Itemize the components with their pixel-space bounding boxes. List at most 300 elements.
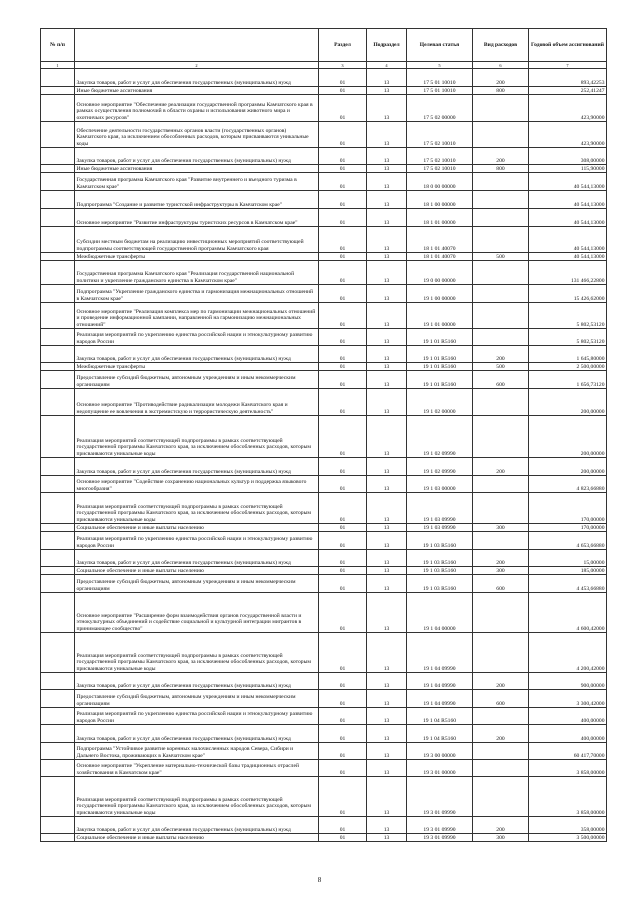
row-expense-kind: 600	[473, 575, 529, 593]
header-name	[75, 29, 319, 62]
row-target-article: 18 1 00 00000	[407, 191, 473, 209]
row-name: Реализация мероприятий соответствующей подпрограммы в рамках соответствующей государственной программы Камчатского края, за исключением обособленных расходов, которым присваиваются уникальные коды	[75, 633, 319, 673]
row-subsection: 13	[367, 690, 407, 708]
header-expense-kind: Вид расходов	[473, 29, 529, 62]
budget-sheet	[40, 28, 606, 842]
row-section: 01	[319, 550, 367, 567]
row-section: 01	[319, 476, 367, 493]
row-name: Основное мероприятие "Развитие инфраструктуры туристских ресурсов в Камчатском крае"	[75, 209, 319, 227]
row-target-article: 19 1 03 09990	[407, 524, 473, 532]
row-subsection: 13	[367, 550, 407, 567]
row-amount: 893,42253	[529, 69, 607, 87]
row-index	[41, 148, 75, 165]
row-section: 01	[319, 148, 367, 165]
row-target-article: 17 5 01 10010	[407, 69, 473, 87]
row-target-article: 19 1 01 R5160	[407, 363, 473, 371]
row-index	[41, 122, 75, 148]
row-amount: 40 544,13000	[529, 253, 607, 261]
table-row	[41, 261, 607, 285]
row-expense-kind	[473, 493, 529, 524]
row-amount: 400,00000	[529, 725, 607, 743]
row-amount: 2 500,00000	[529, 363, 607, 371]
row-amount: 4 600,42000	[529, 593, 607, 633]
row-index	[41, 532, 75, 550]
table-row	[41, 87, 607, 95]
row-index	[41, 165, 75, 173]
table-row	[41, 191, 607, 209]
budget-table	[40, 28, 607, 842]
column-number: 2	[75, 62, 319, 69]
row-expense-kind	[473, 261, 529, 285]
row-index	[41, 690, 75, 708]
row-index	[41, 493, 75, 524]
row-section: 01	[319, 191, 367, 209]
row-subsection: 13	[367, 593, 407, 633]
row-target-article: 18 1 01 40070	[407, 253, 473, 261]
row-target-article: 19 1 02 09990	[407, 458, 473, 476]
row-name: Подпрограмма "Укрепление гражданского единства и гармонизация межнациональных отношений в Камчатском крае"	[75, 285, 319, 303]
row-subsection: 13	[367, 834, 407, 842]
row-amount: 115,90000	[529, 165, 607, 173]
table-row	[41, 777, 607, 817]
table-row	[41, 303, 607, 329]
row-expense-kind: 600	[473, 690, 529, 708]
row-subsection: 13	[367, 191, 407, 209]
row-expense-kind: 300	[473, 524, 529, 532]
row-name: Реализация мероприятий по укреплению единства российской нации и этнокультурному развитию народов России	[75, 532, 319, 550]
row-name: Основное мероприятие "Реализация комплекса мер по гармонизации межнациональных отношений и проведение информационной кампании, направленной на гармонизацию межнациональных отношений"	[75, 303, 319, 329]
row-subsection: 13	[367, 458, 407, 476]
row-subsection: 13	[367, 777, 407, 817]
row-target-article: 19 1 03 R5160	[407, 532, 473, 550]
row-name: Предоставление субсидий бюджетным, автономным учреждениям и иным некоммерческим организациям	[75, 371, 319, 389]
row-name: Закупка товаров, работ и услуг для обеспечения государственных (муниципальных) нужд	[75, 725, 319, 743]
row-subsection: 13	[367, 363, 407, 371]
row-name: Реализация мероприятий по укреплению единства российской нации и этнокультурному развитию народов России	[75, 708, 319, 725]
row-expense-kind	[473, 593, 529, 633]
row-expense-kind	[473, 777, 529, 817]
row-index	[41, 303, 75, 329]
row-amount: 308,00000	[529, 148, 607, 165]
row-section: 01	[319, 209, 367, 227]
row-amount: 40 544,13000	[529, 191, 607, 209]
row-target-article: 19 1 04 R5160	[407, 725, 473, 743]
row-subsection: 13	[367, 532, 407, 550]
row-expense-kind: 200	[473, 69, 529, 87]
row-expense-kind	[473, 95, 529, 122]
table-row	[41, 227, 607, 253]
row-expense-kind	[473, 122, 529, 148]
table-row	[41, 253, 607, 261]
row-section: 01	[319, 760, 367, 777]
row-section: 01	[319, 817, 367, 834]
row-subsection: 13	[367, 743, 407, 760]
header-subsection: Подраздел	[367, 29, 407, 62]
row-target-article: 19 3 01 09990	[407, 777, 473, 817]
row-expense-kind	[473, 633, 529, 673]
row-expense-kind: 200	[473, 550, 529, 567]
row-index	[41, 95, 75, 122]
row-target-article: 19 0 00 00000	[407, 261, 473, 285]
row-index	[41, 760, 75, 777]
row-index	[41, 725, 75, 743]
row-expense-kind	[473, 416, 529, 458]
row-amount: 3 300,42000	[529, 690, 607, 708]
row-expense-kind: 300	[473, 834, 529, 842]
table-row	[41, 567, 607, 575]
row-target-article: 18 1 01 40070	[407, 227, 473, 253]
row-expense-kind	[473, 743, 529, 760]
row-expense-kind	[473, 285, 529, 303]
row-target-article: 19 1 03 R5160	[407, 550, 473, 567]
table-row	[41, 743, 607, 760]
row-section: 01	[319, 173, 367, 191]
header-number: № п/п	[41, 29, 75, 62]
row-expense-kind: 200	[473, 673, 529, 690]
row-name: Закупка товаров, работ и услуг для обеспечения государственных (муниципальных) нужд	[75, 673, 319, 690]
row-section: 01	[319, 87, 367, 95]
header-section: Раздел	[319, 29, 367, 62]
row-section: 01	[319, 575, 367, 593]
row-target-article: 18 0 00 00000	[407, 173, 473, 191]
row-name: Закупка товаров, работ и услуг для обеспечения государственных (муниципальных) нужд	[75, 148, 319, 165]
table-row	[41, 285, 607, 303]
row-subsection: 13	[367, 760, 407, 777]
row-target-article: 19 1 03 00000	[407, 476, 473, 493]
row-section: 01	[319, 524, 367, 532]
table-header-row	[41, 29, 607, 62]
row-subsection: 13	[367, 476, 407, 493]
row-expense-kind	[473, 329, 529, 346]
row-index	[41, 191, 75, 209]
table-row	[41, 329, 607, 346]
row-amount: 60 417,70000	[529, 743, 607, 760]
table-row	[41, 708, 607, 725]
row-index	[41, 593, 75, 633]
row-name: Подпрограмма "Устойчивое развитие коренных малочисленных народов Севера, Сибири и Дальнего Востока, проживающих в Камчатском крае"	[75, 743, 319, 760]
row-section: 01	[319, 303, 367, 329]
row-target-article: 17 5 02 00000	[407, 95, 473, 122]
row-amount: 423,90000	[529, 95, 607, 122]
row-index	[41, 777, 75, 817]
table-row	[41, 725, 607, 743]
table-row	[41, 817, 607, 834]
row-name: Реализация мероприятий соответствующей подпрограммы в рамках соответствующей государственной программы Камчатского края, за исключением обособленных расходов, которым присваиваются уникальные коды	[75, 416, 319, 458]
row-section: 01	[319, 227, 367, 253]
row-index	[41, 363, 75, 371]
table-row	[41, 173, 607, 191]
row-name: Предоставление субсидий бюджетным, автономным учреждениям и иным некоммерческим организациям	[75, 575, 319, 593]
row-section: 01	[319, 363, 367, 371]
row-index	[41, 708, 75, 725]
row-index	[41, 524, 75, 532]
row-index	[41, 416, 75, 458]
row-amount: 4 823,66880	[529, 476, 607, 493]
row-target-article: 19 1 01 R5160	[407, 329, 473, 346]
row-subsection: 13	[367, 416, 407, 458]
table-row	[41, 593, 607, 633]
row-name: Социальное обеспечение и иные выплаты населению	[75, 567, 319, 575]
table-row	[41, 690, 607, 708]
page-number: 8	[317, 876, 322, 884]
table-row	[41, 209, 607, 227]
column-number: 7	[529, 62, 607, 69]
row-amount: 40 544,13000	[529, 209, 607, 227]
row-name: Основное мероприятие "Противодействие радикализации молодежи Камчатского края и недопущение ее вовлечения в экстремистскую и террористическую деятельность"	[75, 389, 319, 416]
row-expense-kind: 500	[473, 363, 529, 371]
row-subsection: 13	[367, 524, 407, 532]
row-section: 01	[319, 458, 367, 476]
table-row	[41, 363, 607, 371]
row-section: 01	[319, 165, 367, 173]
row-index	[41, 458, 75, 476]
row-expense-kind: 800	[473, 165, 529, 173]
row-name: Субсидии местным бюджетам на реализацию инвестиционных мероприятий соответствующей подпрограммы соответствующей государственной программы Камчатского края	[75, 227, 319, 253]
column-number: 4	[367, 62, 407, 69]
row-subsection: 13	[367, 95, 407, 122]
row-name: Социальное обеспечение и иные выплаты населению	[75, 834, 319, 842]
row-name: Реализация мероприятий соответствующей подпрограммы в рамках соответствующей государственной программы Камчатского края, за исключением обособленных расходов, которым присваиваются уникальные коды	[75, 777, 319, 817]
row-name: Предоставление субсидий бюджетным, автономным учреждениям и иным некоммерческим организациям	[75, 690, 319, 708]
row-target-article: 19 3 00 00000	[407, 743, 473, 760]
row-expense-kind: 200	[473, 817, 529, 834]
row-amount: 40 544,13000	[529, 227, 607, 253]
row-section: 01	[319, 122, 367, 148]
row-target-article: 17 5 02 10010	[407, 148, 473, 165]
row-subsection: 13	[367, 227, 407, 253]
row-section: 01	[319, 371, 367, 389]
row-amount: 5 802,53120	[529, 303, 607, 329]
table-row	[41, 69, 607, 87]
row-subsection: 13	[367, 148, 407, 165]
row-section: 01	[319, 593, 367, 633]
row-index	[41, 329, 75, 346]
row-expense-kind	[473, 173, 529, 191]
row-subsection: 13	[367, 165, 407, 173]
row-name: Межбюджетные трансферты	[75, 253, 319, 261]
row-subsection: 13	[367, 575, 407, 593]
row-index	[41, 69, 75, 87]
row-index	[41, 834, 75, 842]
row-section: 01	[319, 633, 367, 673]
table-row	[41, 371, 607, 389]
row-amount: 131 466,22800	[529, 261, 607, 285]
row-target-article: 19 1 04 09990	[407, 690, 473, 708]
row-target-article: 19 1 02 09990	[407, 416, 473, 458]
row-section: 01	[319, 346, 367, 363]
row-expense-kind: 200	[473, 346, 529, 363]
row-expense-kind	[473, 209, 529, 227]
row-index	[41, 575, 75, 593]
table-row	[41, 673, 607, 690]
row-target-article: 19 1 03 R5160	[407, 575, 473, 593]
row-amount: 3 858,00000	[529, 777, 607, 817]
row-target-article: 19 1 04 09990	[407, 673, 473, 690]
row-subsection: 13	[367, 209, 407, 227]
header-annual-amount: Годовой объем ассигнований	[529, 29, 607, 62]
row-target-article: 19 1 03 R5160	[407, 567, 473, 575]
row-index	[41, 285, 75, 303]
row-section: 01	[319, 532, 367, 550]
row-amount: 3 858,00000	[529, 760, 607, 777]
table-row	[41, 493, 607, 524]
row-subsection: 13	[367, 285, 407, 303]
row-section: 01	[319, 253, 367, 261]
row-amount: 200,00000	[529, 458, 607, 476]
table-row	[41, 458, 607, 476]
row-subsection: 13	[367, 567, 407, 575]
row-name: Межбюджетные трансферты	[75, 363, 319, 371]
table-row	[41, 416, 607, 458]
row-amount: 4 453,66880	[529, 575, 607, 593]
row-index	[41, 227, 75, 253]
row-index	[41, 673, 75, 690]
row-index	[41, 389, 75, 416]
row-name: Подпрограмма "Создание и развитие туристской инфраструктуры в Камчатском крае"	[75, 191, 319, 209]
row-section: 01	[319, 834, 367, 842]
column-number: 6	[473, 62, 529, 69]
row-name: Государственная программа Камчатского края "Реализация государственной национальной политики и укрепление гражданского единства в Камчатском крае"	[75, 261, 319, 285]
row-index	[41, 476, 75, 493]
row-amount: 1 645,80000	[529, 346, 607, 363]
column-number-row	[41, 62, 607, 69]
row-expense-kind: 500	[473, 253, 529, 261]
row-name: Закупка товаров, работ и услуг для обеспечения государственных (муниципальных) нужд	[75, 550, 319, 567]
row-index	[41, 743, 75, 760]
table-row	[41, 524, 607, 532]
row-name: Закупка товаров, работ и услуг для обеспечения государственных (муниципальных) нужд	[75, 458, 319, 476]
row-section: 01	[319, 261, 367, 285]
row-name: Реализация мероприятий по укреплению единства российской нации и этнокультурному развитию народов России	[75, 329, 319, 346]
column-number: 5	[407, 62, 473, 69]
row-expense-kind: 200	[473, 148, 529, 165]
row-section: 01	[319, 690, 367, 708]
row-index	[41, 346, 75, 363]
row-target-article: 19 1 04 R5160	[407, 708, 473, 725]
row-target-article: 17 5 01 10010	[407, 87, 473, 95]
row-subsection: 13	[367, 725, 407, 743]
row-amount: 5 802,53120	[529, 329, 607, 346]
row-amount: 40 544,13000	[529, 173, 607, 191]
row-target-article: 17 5 02 10010	[407, 165, 473, 173]
row-name: Основное мероприятие "Расширение форм взаимодействия органов государственной власти и этнокультурных объединений и содействие социальной и культурной интеграции мигрантов в принимающее сообщество"	[75, 593, 319, 633]
row-expense-kind: 300	[473, 567, 529, 575]
row-section: 01	[319, 673, 367, 690]
row-name: Основное мероприятие "Укрепление материально-технической базы традиционных отраслей хозяйствования в Камчатском крае"	[75, 760, 319, 777]
table-row	[41, 575, 607, 593]
row-subsection: 13	[367, 253, 407, 261]
row-target-article: 18 1 01 00000	[407, 209, 473, 227]
row-amount: 252,41247	[529, 87, 607, 95]
row-section: 01	[319, 329, 367, 346]
column-number: 3	[319, 62, 367, 69]
row-target-article: 19 1 04 00000	[407, 593, 473, 633]
row-section: 01	[319, 69, 367, 87]
row-subsection: 13	[367, 817, 407, 834]
header-target-article: Целевая статья	[407, 29, 473, 62]
table-row	[41, 389, 607, 416]
row-expense-kind	[473, 708, 529, 725]
row-name: Иные бюджетные ассигнования	[75, 165, 319, 173]
row-section: 01	[319, 389, 367, 416]
row-name: Основное мероприятие "Обеспечение реализации государственной программы Камчатского края в рамках осуществления полномочий в области охраны и использования животного мира и охотничьих ресурсов"	[75, 95, 319, 122]
table-row	[41, 165, 607, 173]
row-subsection: 13	[367, 371, 407, 389]
row-section: 01	[319, 493, 367, 524]
row-name: Основное мероприятие "Содействие сохранению национальных культур и поддержка языкового многообразия"	[75, 476, 319, 493]
row-subsection: 13	[367, 673, 407, 690]
column-number: 1	[41, 62, 75, 69]
row-subsection: 13	[367, 261, 407, 285]
row-name: Обеспечение деятельности государственных органов власти (государственных органов) Камчатского края, за исключением обособленных расходов, которым присваиваются уникальные коды	[75, 122, 319, 148]
row-target-article: 19 1 01 R5160	[407, 346, 473, 363]
row-index	[41, 209, 75, 227]
row-name: Закупка товаров, работ и услуг для обеспечения государственных (муниципальных) нужд	[75, 817, 319, 834]
row-amount: 170,00000	[529, 493, 607, 524]
row-index	[41, 261, 75, 285]
row-section: 01	[319, 708, 367, 725]
row-name: Закупка товаров, работ и услуг для обеспечения государственных (муниципальных) нужд	[75, 346, 319, 363]
row-subsection: 13	[367, 87, 407, 95]
table-row	[41, 834, 607, 842]
row-amount: 4 200,42000	[529, 633, 607, 673]
row-target-article: 19 1 02 00000	[407, 389, 473, 416]
row-target-article: 19 1 00 00000	[407, 285, 473, 303]
row-name: Иные бюджетные ассигнования	[75, 87, 319, 95]
table-row	[41, 550, 607, 567]
row-section: 01	[319, 725, 367, 743]
row-name: Государственная программа Камчатского края "Развитие внутреннего и въездного туризма в Камчатском крае"	[75, 173, 319, 191]
row-target-article: 19 1 04 09990	[407, 633, 473, 673]
row-expense-kind	[473, 227, 529, 253]
table-row	[41, 476, 607, 493]
row-expense-kind	[473, 389, 529, 416]
row-target-article: 19 3 01 09990	[407, 817, 473, 834]
row-name: Социальное обеспечение и иные выплаты населению	[75, 524, 319, 532]
table-row	[41, 95, 607, 122]
row-subsection: 13	[367, 493, 407, 524]
row-amount: 400,00000	[529, 708, 607, 725]
row-amount: 358,00000	[529, 817, 607, 834]
row-index	[41, 567, 75, 575]
row-amount: 15 426,62000	[529, 285, 607, 303]
row-target-article: 19 1 01 R5160	[407, 371, 473, 389]
row-target-article: 19 3 01 00000	[407, 760, 473, 777]
row-amount: 900,00000	[529, 673, 607, 690]
row-expense-kind	[473, 476, 529, 493]
row-section: 01	[319, 285, 367, 303]
table-row	[41, 532, 607, 550]
row-target-article: 19 1 03 09990	[407, 493, 473, 524]
row-subsection: 13	[367, 329, 407, 346]
row-amount: 200,00000	[529, 389, 607, 416]
row-index	[41, 253, 75, 261]
row-subsection: 13	[367, 633, 407, 673]
row-index	[41, 173, 75, 191]
row-expense-kind	[473, 303, 529, 329]
row-expense-kind: 200	[473, 725, 529, 743]
table-row	[41, 346, 607, 363]
row-amount: 170,00000	[529, 524, 607, 532]
row-amount: 15,00000	[529, 550, 607, 567]
row-subsection: 13	[367, 303, 407, 329]
row-amount: 3 500,00000	[529, 834, 607, 842]
row-expense-kind: 200	[473, 458, 529, 476]
row-amount: 4 653,66880	[529, 532, 607, 550]
row-name: Закупка товаров, работ и услуг для обеспечения государственных (муниципальных) нужд	[75, 69, 319, 87]
table-row	[41, 122, 607, 148]
row-expense-kind: 600	[473, 371, 529, 389]
